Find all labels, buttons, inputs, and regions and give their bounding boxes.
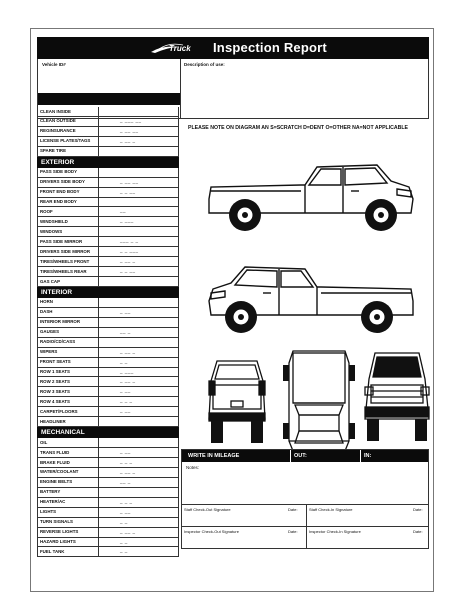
checklist-row[interactable] <box>37 147 179 157</box>
checklist-row[interactable] <box>37 207 179 217</box>
checklist-item-label: REAR END BODY <box>40 199 77 204</box>
checklist-item-label: REVERSE LIGHTS <box>40 529 79 535</box>
checklist-item-value[interactable]: _ _ _ <box>120 398 133 404</box>
form-title: Inspection Report <box>213 40 327 55</box>
checklist-item-value[interactable]: __ _ <box>120 478 131 484</box>
staff-checkin-signature-field[interactable] <box>306 504 429 526</box>
checklist-item-label: TIRES/WHEELS REAR <box>40 268 87 274</box>
checklist-row[interactable] <box>37 107 179 117</box>
checklist-cell-divider <box>98 538 99 547</box>
checklist-item-value[interactable]: _ __ __ <box>120 178 139 184</box>
checklist-row[interactable] <box>37 468 179 478</box>
description-label: Description of use: <box>184 62 225 67</box>
checklist-row[interactable] <box>37 498 179 508</box>
staff-checkin-signature-label: Staff Check-In Signature <box>309 507 353 512</box>
checklist-cell-divider <box>98 127 99 136</box>
checklist-cell-divider <box>98 227 99 236</box>
inspector-checkout-date-label: Date: <box>288 529 298 534</box>
checklist-cell-divider <box>98 377 99 386</box>
checklist-item-label: LIGHTS <box>40 509 57 515</box>
checklist-item-label: BATTERY <box>40 489 61 495</box>
checklist-row[interactable] <box>37 508 179 518</box>
mileage-title: WRITE IN MILEAGE <box>188 453 240 459</box>
checklist-item-label: LICENSE PLATES/TAGS <box>40 138 91 144</box>
checklist-row[interactable] <box>37 488 179 498</box>
checklist-item-value[interactable]: __ _ <box>120 328 131 334</box>
checklist-cell-divider <box>98 547 99 556</box>
mileage-out-label: OUT: <box>294 453 307 459</box>
checklist-item-label: BRAKE FLUID <box>40 459 70 465</box>
checklist-cell-divider <box>98 178 99 187</box>
checklist-row[interactable] <box>37 417 179 427</box>
checklist-row[interactable] <box>37 458 179 468</box>
checklist-item-value[interactable]: _ __ <box>120 388 131 394</box>
checklist-item-label: PASS SIDE MIRROR <box>40 238 83 244</box>
checklist-item-label: ROW 4 SEATS <box>40 398 70 404</box>
checklist-item-value[interactable]: _ __ _ <box>120 137 136 143</box>
checklist-cell-divider <box>98 267 99 276</box>
checklist-item-label: CLEAN INSIDE <box>40 108 71 114</box>
checklist-row[interactable] <box>37 198 179 208</box>
vehicle-id-fill-bar <box>38 93 180 105</box>
checklist-cell-divider <box>98 298 99 307</box>
section-title: EXTERIOR <box>41 158 75 166</box>
checklist-item-label: GAS CAP <box>40 278 61 284</box>
checklist-item-label: GAUGES <box>40 329 60 335</box>
inspector-checkout-signature-label: Inspector Check-Out Signature <box>184 529 239 534</box>
checklist-item-label: WINDSHIELD <box>40 218 68 224</box>
checklist-cell-divider <box>98 247 99 256</box>
checklist-row[interactable] <box>37 338 179 348</box>
checklist-item-label: OIL <box>40 439 48 445</box>
checklist-item-value[interactable]: _ __ <box>120 308 131 314</box>
checklist-cell-divider <box>98 328 99 337</box>
checklist-item-label: CARPET/FLOORS <box>40 408 78 414</box>
inspector-checkin-signature-label: Inspector Check-In Signature <box>309 529 361 534</box>
checklist-row[interactable] <box>37 407 179 417</box>
checklist-cell-divider <box>98 438 99 447</box>
checklist-row[interactable] <box>37 277 179 287</box>
checklist-cell-divider <box>98 407 99 416</box>
checklist-row[interactable] <box>37 528 179 538</box>
top-divider <box>180 59 181 118</box>
checklist-item-label: TRANS FLUID <box>40 449 70 455</box>
checklist-item-label: FRONT END BODY <box>40 189 80 195</box>
checklist-item-label: ROW 3 SEATS <box>40 388 70 394</box>
checklist-item-label: WATER/COOLANT <box>40 469 79 475</box>
checklist-cell-divider <box>98 458 99 467</box>
checklist-cell-divider <box>98 237 99 246</box>
truck-top-view-diagram[interactable] <box>279 349 359 453</box>
checklist-item-label: FUEL TANK <box>40 548 65 554</box>
logo-word: Truck <box>169 44 191 53</box>
checklist-row[interactable] <box>37 547 179 557</box>
form-header <box>37 37 429 59</box>
checklist-item-value[interactable]: _ ___ <box>120 368 134 374</box>
checklist-cell-divider <box>98 508 99 517</box>
checklist-row[interactable] <box>37 217 179 227</box>
checklist-cell-divider <box>98 397 99 406</box>
checklist-item-label: ROW 2 SEATS <box>40 378 70 384</box>
checklist-item-label: TIRES/WHEELS FRONT <box>40 258 90 264</box>
checklist-item-label: HEATER/AC <box>40 499 66 505</box>
mileage-divider-1 <box>290 450 291 462</box>
checklist-item-label: REGINSURANCE <box>40 128 76 134</box>
checklist-cell-divider <box>98 358 99 367</box>
checklist-row[interactable] <box>37 137 179 147</box>
checklist-item-value[interactable]: ___ _ _ <box>120 238 139 244</box>
checklist-row[interactable] <box>37 368 179 378</box>
checklist-cell-divider <box>98 338 99 347</box>
checklist-item-label: RADIO/CD/CASS <box>40 339 76 345</box>
checklist-item-value[interactable]: _ _ <box>120 518 128 524</box>
checklist-row[interactable] <box>37 518 179 528</box>
checklist-cell-divider <box>98 528 99 537</box>
checklist-item-value[interactable]: _ _ __ <box>120 268 136 274</box>
checklist-item-value[interactable]: _ _ _ <box>120 459 133 464</box>
inspection-form <box>30 28 434 592</box>
checklist-item-label: HEADLINER <box>40 418 66 424</box>
checklist-item-value[interactable]: _ ___ __ <box>120 117 142 123</box>
checklist-row[interactable] <box>37 478 179 488</box>
checklist-cell-divider <box>98 417 99 426</box>
checklist-item-label: DRIVERS SIDE BODY <box>40 179 85 185</box>
checklist-cell-divider <box>98 117 99 126</box>
checklist-section-header <box>37 157 179 168</box>
checklist-item-value[interactable]: _ __ _ <box>120 528 136 534</box>
checklist-item-label: DRIVERS SIDE MIRROR <box>40 248 91 254</box>
staff-checkin-date-label: Date: <box>413 507 423 512</box>
checklist-row[interactable] <box>37 328 179 338</box>
checklist-section-header <box>37 427 179 438</box>
checklist-cell-divider <box>98 137 99 146</box>
checklist-row[interactable] <box>37 397 179 407</box>
checklist-item-value[interactable]: _ _ <box>120 358 128 364</box>
mileage-header-bar <box>182 450 428 462</box>
checklist-row[interactable] <box>37 127 179 137</box>
truck-side-view-left-diagram[interactable] <box>201 253 421 345</box>
checklist-item-label: SPARE TIRE <box>40 148 67 154</box>
checklist-row[interactable] <box>37 117 179 127</box>
checklist-row[interactable] <box>37 247 179 257</box>
checklist-item-value[interactable]: _ __ _ <box>120 468 136 474</box>
section-title: MECHANICAL <box>41 429 85 437</box>
checklist-row[interactable] <box>37 168 179 178</box>
checklist-cell-divider <box>98 277 99 286</box>
checklist-item-value[interactable]: _ __ <box>120 408 131 414</box>
checklist-row[interactable] <box>37 298 179 308</box>
truck-rear-view-diagram[interactable] <box>201 357 273 449</box>
checklist-section-header <box>37 287 179 298</box>
notes-label: Notes: <box>186 465 200 470</box>
checklist-row[interactable] <box>37 318 179 328</box>
mileage-in-label: IN: <box>364 453 372 459</box>
checklist-row[interactable] <box>37 178 179 188</box>
checklist-item-label: HORN <box>40 299 53 305</box>
checklist-item-label: ROOF <box>40 208 53 214</box>
checklist-cell-divider <box>98 468 99 477</box>
checklist-cell-divider <box>98 107 99 116</box>
inspector-checkin-date-label: Date: <box>413 529 423 534</box>
checklist-item-label: WIPERS <box>40 349 58 355</box>
truck-front-view-diagram[interactable] <box>361 349 433 449</box>
checklist-cell-divider <box>98 348 99 357</box>
inspection-checklist <box>37 107 179 557</box>
checklist-row[interactable] <box>37 448 179 458</box>
checklist-item-label: ROW 1 SEATS <box>40 369 70 374</box>
checklist-row[interactable] <box>37 387 179 397</box>
checklist-row[interactable] <box>37 438 179 448</box>
checklist-row[interactable] <box>37 538 179 548</box>
staff-checkout-signature-field[interactable] <box>182 504 306 526</box>
checklist-item-value[interactable]: _ __ _ <box>120 258 136 264</box>
checklist-cell-divider <box>98 188 99 197</box>
checklist-item-label: FRONT SEATS <box>40 359 71 365</box>
checklist-cell-divider <box>98 318 99 327</box>
checklist-item-value[interactable]: _ __ _ <box>120 378 136 384</box>
checklist-item-value[interactable]: _ _ <box>120 548 128 554</box>
checklist-item-label: CLEAN OUTSIDE <box>40 118 76 124</box>
checklist-item-value[interactable]: _ __ <box>120 508 131 514</box>
checklist-item-label: HAZARD LIGHTS <box>40 539 76 544</box>
staff-checkout-date-label: Date: <box>288 507 298 512</box>
checklist-row[interactable] <box>37 358 179 368</box>
checklist-cell-divider <box>98 368 99 377</box>
checklist-cell-divider <box>98 478 99 487</box>
checklist-row[interactable] <box>37 308 179 318</box>
checklist-item-label: PASS SIDE BODY <box>40 169 78 175</box>
checklist-item-value[interactable]: _ ___ <box>120 218 134 224</box>
checklist-cell-divider <box>98 308 99 317</box>
diagram-legend-note: PLEASE NOTE ON DIAGRAM AN S=SCRATCH D=DENT O=OTHER NA=NOT APPLICABLE <box>188 125 409 131</box>
checklist-cell-divider <box>98 387 99 396</box>
checklist-cell-divider <box>98 168 99 177</box>
checklist-item-value[interactable]: _ _ <box>120 538 128 544</box>
checklist-row[interactable] <box>37 257 179 267</box>
checklist-cell-divider <box>98 217 99 226</box>
staff-checkout-signature-label: Staff Check-Out Signature <box>184 507 231 512</box>
checklist-item-value[interactable]: _ __ _ <box>120 348 136 354</box>
checklist-item-label: WINDOWS <box>40 228 63 234</box>
checklist-item-value[interactable]: __ <box>120 208 127 214</box>
checklist-item-label: INTERIOR MIRROR <box>40 319 81 325</box>
checklist-item-label: TURN SIGNALS <box>40 519 73 525</box>
checklist-cell-divider <box>98 147 99 156</box>
checklist-item-label: ENGINE BELTS <box>40 479 73 485</box>
checklist-row[interactable] <box>37 227 179 237</box>
vehicle-id-label: Vehicle ID# <box>42 62 66 67</box>
section-title: INTERIOR <box>41 288 73 296</box>
checklist-cell-divider <box>98 257 99 266</box>
checklist-cell-divider <box>98 498 99 507</box>
checklist-item-value[interactable]: _ __ __ <box>120 127 139 133</box>
checklist-item-value[interactable]: _ _ __ <box>120 188 136 194</box>
checklist-item-value[interactable]: _ _ ___ <box>120 248 139 254</box>
checklist-item-label: DASH <box>40 309 53 315</box>
checklist-item-value[interactable]: _ _ _ <box>120 498 133 504</box>
checklist-cell-divider <box>98 448 99 457</box>
inspector-checkin-signature-field[interactable] <box>306 526 429 548</box>
checklist-row[interactable] <box>37 267 179 277</box>
checklist-cell-divider <box>98 518 99 527</box>
truck-side-view-right-diagram[interactable] <box>201 151 421 243</box>
inspector-checkout-signature-field[interactable] <box>182 526 306 548</box>
checklist-cell-divider <box>98 488 99 497</box>
checklist-row[interactable] <box>37 348 179 358</box>
checklist-item-value[interactable]: _ __ <box>120 449 131 455</box>
checklist-row[interactable] <box>37 188 179 198</box>
mileage-section <box>181 449 429 549</box>
checklist-cell-divider <box>98 198 99 207</box>
mileage-divider-2 <box>360 450 361 462</box>
checklist-row[interactable] <box>37 377 179 387</box>
checklist-cell-divider <box>98 207 99 216</box>
checklist-row[interactable] <box>37 237 179 247</box>
